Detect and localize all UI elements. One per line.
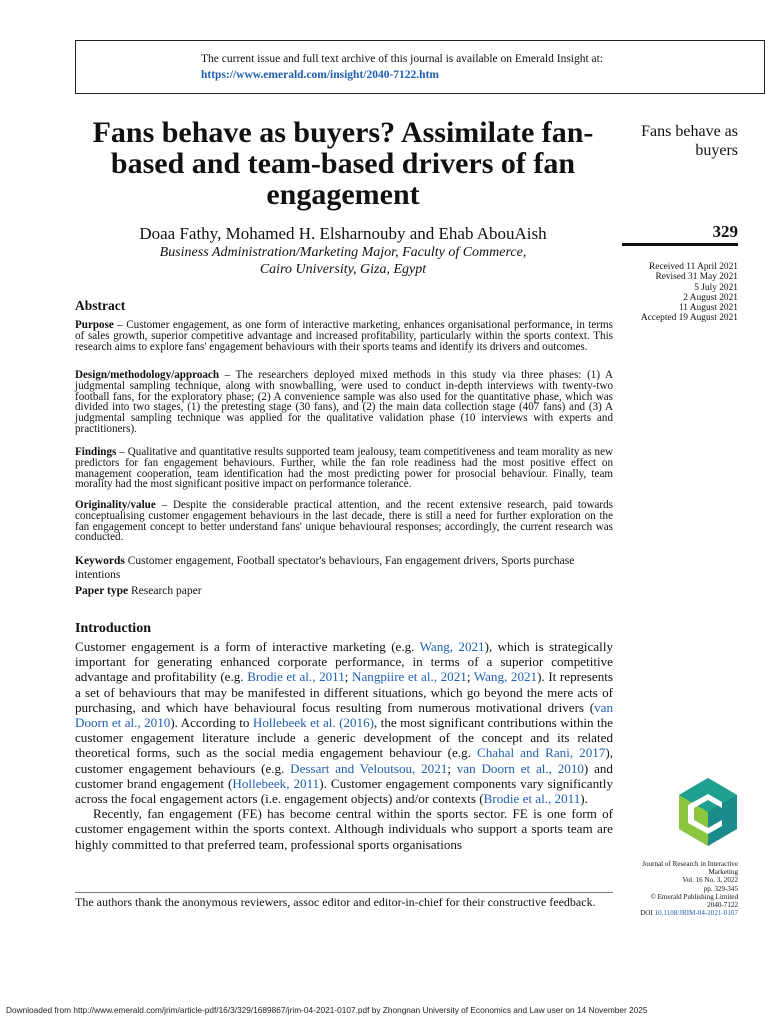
date-line: Revised 31 May 2021 bbox=[655, 272, 738, 283]
journal-name-line-2: Marketing bbox=[708, 868, 738, 877]
archive-notice-box bbox=[75, 40, 765, 94]
purpose-label: Purpose bbox=[75, 319, 114, 331]
date-line: Received 11 April 2021 bbox=[649, 262, 738, 272]
introduction-body bbox=[75, 639, 613, 852]
paper-type-text: Research paper bbox=[128, 585, 202, 597]
paragraph-text: ). bbox=[580, 791, 588, 807]
running-title: Fans behave as buyers bbox=[641, 123, 738, 159]
abstract-design bbox=[75, 370, 613, 435]
abstract-paper-type bbox=[75, 585, 613, 598]
originality-text: – Despite the considerable practical attention, and the recent extensive research, paid towards conceptualising customer engagement behaviours in the last decade, there is still a need for further exploration on the fan engagement concept to better understand fans' unique behavioural responses; accordingly, the current research was conducted. bbox=[75, 499, 613, 544]
submission-dates bbox=[620, 262, 738, 324]
abstract-findings bbox=[75, 447, 613, 490]
paragraph-text: ; bbox=[344, 669, 353, 685]
journal-info bbox=[617, 860, 738, 917]
citation-link[interactable]: van Doorn et al., 2010 bbox=[456, 760, 584, 776]
purpose-text: – Customer engagement, as one form of interactive marketing, enhances organisational performance, in terms of sales growth, superior competitive advantage and increased profitability, particularly within the sports context. This research aims to explore fans' engagement behaviours with their sports teams and identify its drivers and outcomes. bbox=[75, 319, 613, 353]
paragraph-text: Customer engagement is a form of interactive marketing (e.g. bbox=[75, 639, 420, 654]
design-text: – The researchers deployed mixed methods in this study via three phases: (1) A judgmental sampling technique, along with snowballing, were used to conduct in-depth interviews with twenty-two football fans, for the exploratory phase; (2) A convenience sample was also used for the quantitative phase, which was divided into two stages, (1) the pretesting stage (30 fans), and (2) the main data collection stage (407 fans) and (3) A judgmental sampling technique was applied for the qualitative validation phase (10 interviews with experts and practitioners). bbox=[75, 369, 613, 435]
paragraph-text: ; bbox=[447, 760, 457, 776]
introduction-heading: Introduction bbox=[75, 621, 151, 636]
paragraph-text: ). According to bbox=[170, 715, 253, 731]
paragraph-text: ). It represents a set of behaviours that may be manifested in different situations, which go beyond the mere acts of purchasing, and which have behavioural focus resulting from numerous motivational drivers ( bbox=[75, 669, 613, 715]
footnote-rule bbox=[75, 892, 613, 893]
author-affiliation bbox=[70, 244, 616, 278]
paper-authors: Doaa Fathy, Mohamed H. Elsharnouby and Ehab AbouAish bbox=[139, 224, 547, 243]
date-line: Accepted 19 August 2021 bbox=[640, 313, 738, 324]
citation-link[interactable]: Hollebeek et al. (2016) bbox=[252, 715, 374, 731]
doi-label: DOI bbox=[640, 909, 655, 918]
keywords-label: Keywords bbox=[75, 555, 125, 567]
paragraph-text: ; bbox=[466, 669, 474, 685]
affiliation-line-1: Business Administration/Marketing Major, Faculty of Commerce, bbox=[159, 245, 527, 260]
keywords-text: Customer engagement, Football spectator's behaviours, Fan engagement drivers, Sports purchase intentions bbox=[75, 555, 575, 581]
introduction-paragraph-1 bbox=[75, 639, 613, 806]
abstract-purpose bbox=[75, 320, 613, 352]
design-label: Design/methodology/approach bbox=[75, 369, 220, 381]
paragraph-text: ), which is strategically important for generating enhanced corporate performance, in terms of a superior competitive advantage and profitability (e.g. bbox=[75, 639, 614, 685]
paragraph-text: , the most significant contributions within the customer engagement literature include a generic development of the concept and its related theoretical forms, such as the social media engagement behaviour (e.g. bbox=[75, 715, 613, 761]
abstract-heading: Abstract bbox=[75, 298, 126, 313]
citation-link[interactable]: Brodie et al., 2011 bbox=[483, 791, 581, 807]
citation-link[interactable]: Chahal and Rani, 2017 bbox=[477, 745, 606, 761]
paragraph-text: ), customer engagement behaviours (e.g. bbox=[75, 745, 614, 776]
journal-volume: Vol. 16 No. 3, 2022 bbox=[682, 876, 738, 885]
paragraph-text: ). Customer engagement components vary significantly across the focal engagement actors (i.e. engagement objects) and/or contexts ( bbox=[75, 775, 613, 807]
download-watermark: Downloaded from http://www.emerald.com/jrim/article-pdf/16/3/329/1689867/jrim-04-2021-0107.pdf by Zhongnan University of Economics and Law user on 14 November 2025 bbox=[6, 1005, 648, 1015]
citation-link[interactable]: Dessart and Veloutsou, 2021 bbox=[290, 760, 448, 776]
paper-type-label: Paper type bbox=[75, 585, 129, 597]
abstract-keywords bbox=[75, 554, 613, 582]
paper-title: Fans behave as buyers? Assimilate fan-based and team-based drivers of fan engagement bbox=[92, 116, 594, 211]
doi-link[interactable]: 10.1108/JRIM-04-2021-0107 bbox=[654, 909, 738, 918]
date-line: 5 July 2021 bbox=[694, 282, 738, 293]
acknowledgement-footnote: The authors thank the anonymous reviewers, assoc editor and editor-in-chief for their constructive feedback. bbox=[75, 895, 596, 909]
paragraph-text: ) and customer brand engagement ( bbox=[75, 760, 613, 791]
abstract-originality bbox=[75, 500, 613, 543]
journal-publisher: © Emerald Publishing Limited bbox=[650, 892, 738, 901]
citation-link[interactable]: Hollebeek, 2011 bbox=[232, 775, 320, 791]
citation-link[interactable]: Nangpiire et al., 2021 bbox=[352, 669, 467, 685]
journal-name-line-1: Journal of Research in Interactive bbox=[642, 860, 738, 868]
journal-pages: pp. 329-345 bbox=[703, 884, 738, 893]
archive-notice-text: The current issue and full text archive of this journal is available on Emerald Insight at: bbox=[201, 53, 604, 65]
page-number: 329 bbox=[712, 222, 738, 241]
journal-doi-line bbox=[617, 909, 738, 917]
crossmark-logo-icon[interactable] bbox=[677, 776, 739, 848]
findings-text: – Qualitative and quantitative results supported team jealousy, team competitiveness and team morality as new predictors for fan engagement behaviours. Further, while the fan role readiness had the most positive effect on management cooperation, team identification had the most predicting power for prosocial behaviour. Finally, team morality had the most significant positive impact on performance tolerance. bbox=[75, 446, 613, 491]
page-number-rule bbox=[622, 243, 738, 246]
originality-label: Originality/value bbox=[75, 499, 156, 511]
citation-link[interactable]: Wang, 2021 bbox=[419, 639, 485, 654]
archive-notice-link[interactable]: https://www.emerald.com/insight/2040-7122.htm bbox=[201, 69, 439, 81]
date-line: 11 August 2021 bbox=[678, 303, 738, 314]
date-line: 2 August 2021 bbox=[683, 292, 738, 303]
affiliation-line-2: Cairo University, Giza, Egypt bbox=[259, 262, 427, 277]
citation-link[interactable]: van Doorn et al., 2010 bbox=[75, 699, 613, 731]
journal-issn: 2040-7122 bbox=[707, 901, 738, 910]
findings-label: Findings bbox=[75, 446, 117, 458]
citation-link[interactable]: Wang, 2021 bbox=[473, 669, 538, 685]
introduction-paragraph-2: Recently, fan engagement (FE) has become central within the sports sector. FE is one form of customer engagement within the sports context. Although individuals who support a sports team are highly committed to that preferred team, professional sports organisations bbox=[75, 806, 613, 852]
citation-link[interactable]: Brodie et al., 2011 bbox=[247, 669, 345, 685]
